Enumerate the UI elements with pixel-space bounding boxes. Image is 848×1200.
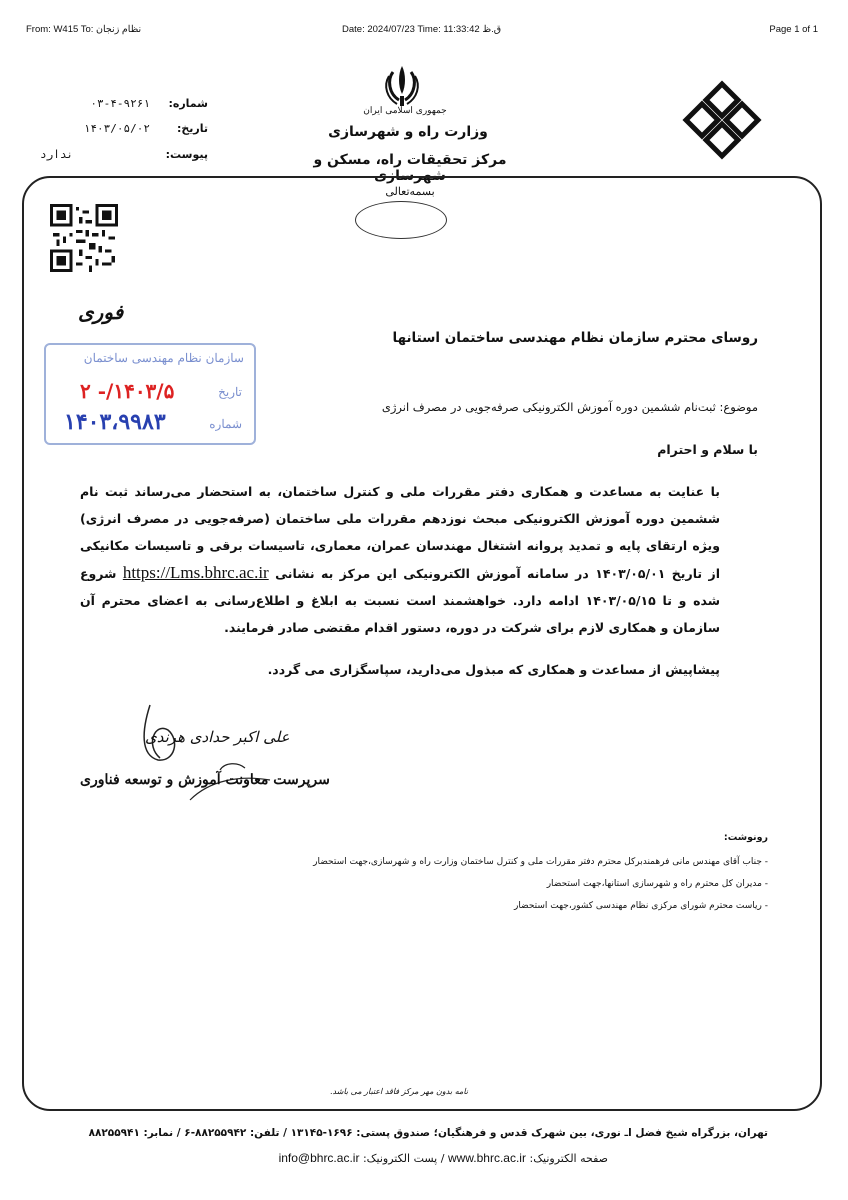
cc-item: - جناب آقای مهندس مانی فرهمندبرکل محترم دفتر مقررات ملی و کنترل ساختمان وزارت راه و شهرسازی،جهت استحضار bbox=[313, 857, 768, 867]
cc-item: - مدیران کل محترم راه و شهرسازی استانها،جهت استحضار bbox=[546, 879, 768, 889]
footer-contact bbox=[279, 1151, 608, 1165]
stamp-date-label: تاریخ bbox=[218, 385, 242, 399]
email-label: / پست الکترونیک: bbox=[362, 1152, 445, 1165]
subject-label: موضوع: bbox=[719, 400, 758, 414]
center-name: مرکز تحقیقات راه، مسکن و شهرسازی bbox=[313, 152, 507, 184]
receipt-stamp bbox=[44, 343, 256, 445]
bismillah: بسمه‌تعالی bbox=[385, 185, 435, 198]
cc-heading: رونوشت: bbox=[723, 832, 768, 843]
fax-date: Date: 2024/07/23 Time: 11:33:42 ق.ظ bbox=[342, 24, 502, 35]
urgent-mark: فوری bbox=[78, 300, 124, 324]
number-value: ۰۳-۴-۹۲۶۱ bbox=[90, 97, 150, 110]
attachment-value: ندارد bbox=[40, 148, 74, 161]
letter-frame bbox=[22, 176, 822, 1111]
government-name: جمهوری اسلامی ایران bbox=[363, 106, 447, 116]
attachment-label: پیوست: bbox=[165, 148, 208, 161]
website-link[interactable]: www.bhrc.ac.ir bbox=[447, 1151, 526, 1165]
web-label: صفحه الکترونیک: bbox=[529, 1152, 608, 1165]
closing-line: پیشاپیش از مساعدت و همکاری که مبذول می‌دارید، سپاسگزاری می گردد. bbox=[267, 662, 720, 677]
stamp-number-value: ۱۴۰۳،۹۹۸۳ bbox=[64, 409, 166, 435]
signer-name: علی اکبر حدادی هرندی bbox=[145, 728, 290, 746]
stamp-date-value: ۱۴۰۳/۵/- ۲ bbox=[80, 379, 175, 403]
greeting: با سلام و احترام bbox=[657, 442, 758, 457]
qr-code-icon bbox=[50, 204, 118, 272]
cc-item: - ریاست محترم شورای مرکزی نظام مهندسی کشور،جهت استحضار bbox=[513, 901, 768, 911]
signer-title: سرپرست معاونت آموزش و توسعه فناوری bbox=[80, 772, 330, 788]
subject-text: ثبت‌نام ششمین دوره آموزش الکترونیکی صرفه‌جویی در مصرف انرژی bbox=[381, 400, 716, 414]
lms-link[interactable]: https://Lms.bhrc.ac.ir bbox=[122, 563, 269, 582]
calligraphy-seal bbox=[355, 201, 447, 239]
bhrc-logo-icon bbox=[682, 80, 762, 160]
validity-note: نامه بدون مهر مرکز فاقد اعتبار می باشد. bbox=[330, 1087, 468, 1096]
footer-address: تهران، بزرگراه شیخ فضل اـ نوری، بین شهرک قدس و فرهنگیان؛ صندوق پستی: ۱۶۹۶-۱۳۱۴۵ / تلفن: ۸۸۲۵۵۹۴۲-۶ / نمابر: ۸۸۲۵۵۹۴۱ bbox=[88, 1127, 768, 1139]
date-value: ۱۴۰۳/۰۵/۰۲ bbox=[83, 122, 150, 135]
body-part-2: شروع شده و تا ۱۴۰۳/۰۵/۱۵ ادامه دارد. خواهشمند است نسبت به ابلاغ و اطلاع‌رسانی به اعضای محترم آن سازمان و همکاری لازم برای شرکت در دوره، دستور اقدام مقتضی صادر فرمایند. bbox=[80, 566, 721, 635]
stamp-number-label: شماره bbox=[209, 417, 242, 431]
recipient: روسای محترم سازمان نظام مهندسی ساختمان استانها bbox=[392, 330, 758, 346]
stamp-org: سازمان نظام مهندسی ساختمان bbox=[83, 351, 244, 365]
number-label: شماره: bbox=[168, 97, 208, 110]
email-link[interactable]: info@bhrc.ac.ir bbox=[278, 1151, 360, 1165]
date-label: تاریخ: bbox=[176, 122, 208, 135]
signature-icon bbox=[120, 700, 300, 810]
ministry-name: وزارت راه و شهرسازی bbox=[328, 124, 488, 140]
body-part-1: با عنایت به مساعدت و همکاری دفتر مقررات ملی و کنترل ساختمان، به استحضار می‌رساند ثبت نام ششمین دوره آموزش الکترونیکی مبحث نوزدهم مقررات ملی ساختمان (صرفه‌جویی در مصرف انرژی) ویژه ارتقای پایه و تمدید پروانه اشتغال مهندسان عمران، معماری، تاسیسات برقی و تاسیسات مکانیکی از تاریخ ۱۴۰۳/۰۵/۰۱ در سامانه آموزش الکترونیکی این مرکز به نشانی bbox=[80, 484, 720, 581]
subject-line bbox=[382, 400, 758, 414]
letter-body bbox=[80, 478, 720, 641]
fax-from: From: W415 To: نظام زنجان bbox=[26, 24, 142, 35]
fax-page: Page 1 of 1 bbox=[769, 24, 818, 35]
iran-emblem-icon bbox=[383, 62, 421, 110]
